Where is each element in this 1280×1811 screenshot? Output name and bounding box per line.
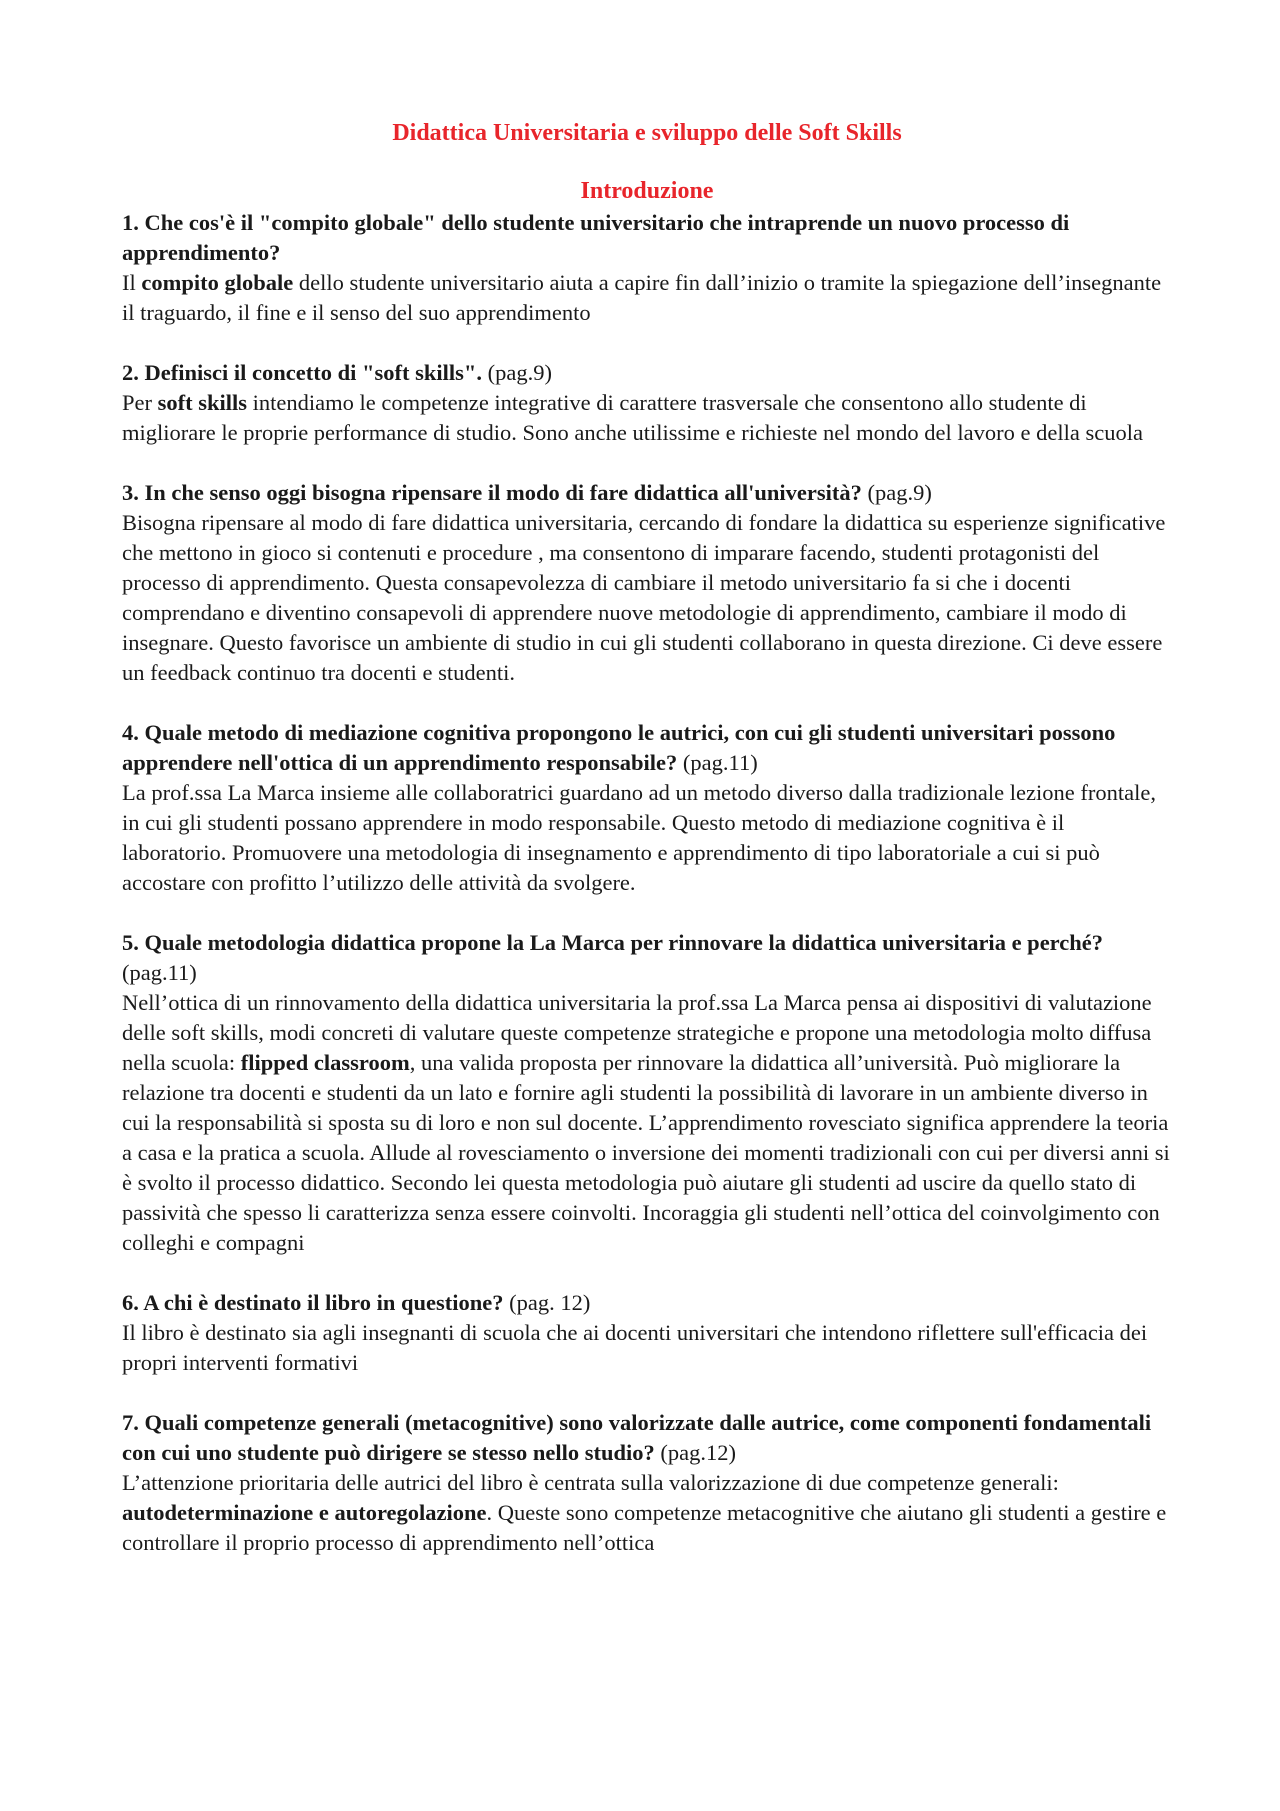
question-block-3	[122, 478, 1172, 688]
answer-segment: L’attenzione prioritaria delle autrici del libro è centrata sulla valorizzazione di due competenze generali:	[122, 1470, 1059, 1495]
page-reference: (pag.11)	[122, 960, 197, 985]
question-label: 2. Definisci il concetto di "soft skills".	[122, 360, 482, 385]
answer-keyword: flipped classroom	[240, 1050, 410, 1075]
answer-text	[122, 268, 1172, 328]
answer-segment: , una valida proposta per rinnovare la didattica all’università. Può migliorare la relazione tra docenti e studenti da un lato e fornire agli studenti la possibilità di lavorare in un ambiente diverso in cui la responsabilità si sposta su di loro e non sul docente. L’apprendimento rovesciato significa apprendere la teoria a casa e la pratica a scuola. Allude al rovesciamento o inversione dei momenti tradizionali con cui per diversi anni si è svolto il processo didattico. Secondo lei questa metodologia può aiutare gli studenti ad uscire da quello stato di passività che spesso li caratterizza senza essere coinvolti. Incoraggia gli studenti nell’ottica del coinvolgimento con colleghi e compagni	[122, 1050, 1170, 1255]
question-label: 7. Quali competenze generali (metacognitive) sono valorizzate dalle autrice, come componenti fondamentali con cui uno studente può dirigere se stesso nello studio?	[122, 1410, 1152, 1465]
answer-segment: . Queste sono competenze metacognitive che aiutano gli studenti a gestire e controllare il proprio processo di apprendimento nell’ottica	[122, 1500, 1167, 1555]
answer-segment: Nell’ottica di un rinnovamento della didattica universitaria la prof.ssa La Marca pensa ai dispositivi di valutazione delle soft skills, modi concreti di valutare queste competenze strategiche e propone una metodologia molto diffusa nella scuola:	[122, 990, 1152, 1075]
answer-text: Il libro è destinato sia agli insegnanti di scuola che ai docenti universitari che intendono riflettere sull'efficacia dei propri interventi formativi	[122, 1320, 1148, 1375]
question-block-4	[122, 718, 1172, 898]
answer-segment: Il	[122, 270, 142, 295]
question-text	[122, 358, 1172, 388]
question-block-1	[122, 208, 1172, 328]
page-reference: (pag. 12)	[503, 1290, 591, 1315]
question-label: 4. Quale metodo di mediazione cognitiva propongono le autrici, con cui gli studenti universitari possono apprendere nell'ottica di un apprendimento responsabile?	[122, 720, 1116, 775]
question-text	[122, 1408, 1172, 1468]
answer-text: La prof.ssa La Marca insieme alle collaboratrici guardano ad un metodo diverso dalla tradizionale lezione frontale, in cui gli studenti possano apprendere in modo responsabile. Questo metodo di mediazione cognitiva è il laboratorio. Promuovere una metodologia di insegnamento e apprendimento di tipo laboratoriale a cui si può accostare con profitto l’utilizzo delle attività da svolgere.	[122, 780, 1156, 895]
document-page	[122, 118, 1172, 1588]
page-reference: (pag.11)	[677, 750, 758, 775]
page-reference: (pag.9)	[481, 360, 552, 385]
question-label: 1. Che cos'è il "compito globale" dello studente universitario che intraprende un nuovo processo di apprendimento?	[122, 210, 1070, 265]
answer-segment: intendiamo le competenze integrative di carattere trasversale che consentono allo studente di migliorare le proprie performance di studio. Sono anche utilissime e richieste nel mondo del lavoro e della scuola	[122, 390, 1143, 445]
page-reference: (pag.9)	[861, 480, 932, 505]
answer-keyword: soft skills	[157, 390, 248, 415]
question-block-5	[122, 928, 1172, 1258]
question-block-6	[122, 1288, 1172, 1378]
answer-keyword: compito globale	[141, 270, 294, 295]
question-text	[122, 1288, 1172, 1318]
answer-text: Bisogna ripensare al modo di fare didattica universitaria, cercando di fondare la didattica su esperienze significative che mettono in gioco si contenuti e procedure , ma consentono di imparare facendo, studenti protagonisti del processo di apprendimento. Questa consapevolezza di cambiare il metodo universitario fa si che i docenti comprendano e diventino consapevoli di apprendere nuove metodologie di apprendimento, cambiare il modo di insegnare. Questo favorisce un ambiente di studio in cui gli studenti collaborano in questa direzione. Ci deve essere un feedback continuo tra docenti e studenti.	[122, 510, 1166, 685]
question-text	[122, 718, 1172, 778]
question-text	[122, 478, 1172, 508]
page-reference: (pag.12)	[654, 1440, 736, 1465]
question-label: 6. A chi è destinato il libro in questione?	[122, 1290, 504, 1315]
question-text	[122, 208, 1172, 268]
question-label: 3. In che senso oggi bisogna ripensare il modo di fare didattica all'università?	[122, 480, 862, 505]
answer-text	[122, 388, 1172, 448]
answer-keyword: autodeterminazione e autoregolazione	[122, 1500, 487, 1525]
section-heading: Introduzione	[580, 178, 714, 204]
answer-segment: dello studente universitario aiuta a capire fin dall’inizio o tramite la spiegazione dell’insegnante il traguardo, il fine e il senso del suo apprendimento	[122, 270, 1162, 325]
answer-text	[122, 1468, 1172, 1558]
answer-text	[122, 988, 1172, 1258]
question-label: 5. Quale metodologia didattica propone la La Marca per rinnovare la didattica universitaria e perché?	[122, 930, 1103, 955]
document-title: Didattica Universitaria e sviluppo delle Soft Skills	[392, 120, 902, 146]
answer-segment: Per	[122, 390, 158, 415]
question-block-2	[122, 358, 1172, 448]
question-block-7	[122, 1408, 1172, 1558]
question-text	[122, 928, 1172, 988]
